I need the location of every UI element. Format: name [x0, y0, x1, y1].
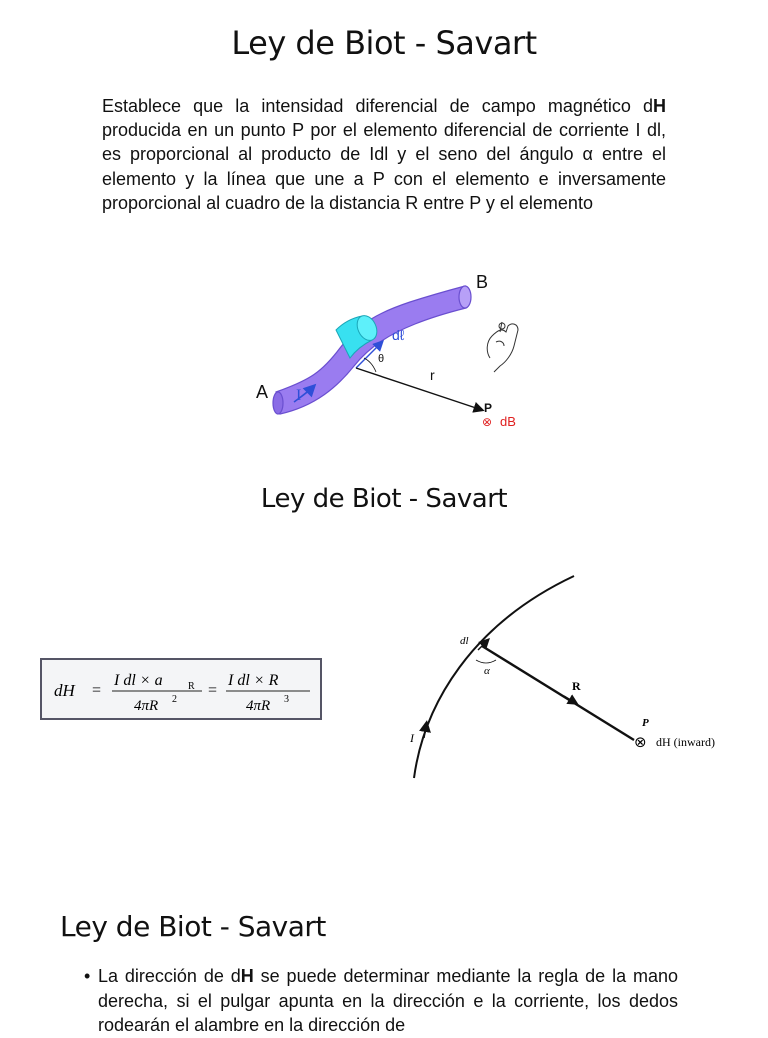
bullet-text-end: se puede determinar mediante la regla de la mano derecha, si el pulgar apunta en la dirección e la corriente, los dedos rodearán el alambre en la dirección de [98, 966, 679, 1035]
cross-symbol-2: ⊗ [634, 734, 647, 751]
formula-lhs: dH [54, 681, 75, 700]
R-line [482, 646, 634, 740]
label-P-2: P [642, 717, 649, 729]
current-element-diagram [398, 574, 748, 786]
formula-num1-sub: R [188, 681, 195, 692]
label-R: R [572, 679, 581, 693]
wire-current-diagram [250, 262, 540, 440]
formula-svg [42, 660, 320, 718]
slide-2 [0, 470, 768, 900]
wire-end-b [459, 286, 471, 308]
bullet-item [84, 964, 678, 1038]
formula-num1: I dl × a [114, 672, 163, 689]
slide-3 [0, 900, 768, 1035]
formula-den2: 4πR [246, 698, 271, 714]
equals-2: = [208, 682, 218, 699]
slide-3-title: Ley de Biot - Savart [60, 910, 326, 943]
paragraph-bold-h: H [653, 96, 666, 116]
label-alpha: α [484, 665, 490, 677]
formula-num2: I dl × R [228, 672, 279, 689]
formula-den2-sup: 3 [284, 694, 289, 705]
paragraph-text-end: producida en un punto P por el elemento diferencial de corriente I dl, es proporcional al producto de Idl y el seno del ángulo α entre el elemento y la línea que une a P con el elemento e inversamente proporcional al cuadro de la distancia R entre P y el elemento [102, 120, 666, 213]
slide-2-title: Ley de Biot - Savart [260, 484, 508, 514]
theta-arc [364, 358, 376, 372]
cross-symbol: ⊗ [482, 415, 493, 429]
paragraph-text-start: Establece que la intensidad diferencial de campo magnético d [102, 96, 653, 116]
label-dH: dH (inward) [656, 735, 715, 749]
r-vector [356, 368, 482, 410]
alpha-arc [476, 660, 496, 663]
formula-den1-sup: 2 [172, 694, 177, 705]
formula-den1: 4πR [134, 698, 159, 714]
right-hand-icon [487, 322, 518, 372]
equals-1: = [92, 682, 102, 699]
label-dB: dB [500, 414, 516, 429]
slide-1 [0, 0, 768, 470]
biot-savart-formula [40, 658, 322, 720]
label-r: r [430, 367, 435, 383]
label-P: P [484, 401, 493, 415]
label-theta: θ [378, 353, 385, 365]
current-arrow-2 [424, 726, 426, 738]
slide-1-paragraph [102, 94, 666, 215]
current-wire [414, 576, 574, 778]
wire-end-a [273, 392, 283, 414]
label-B: B [476, 272, 489, 292]
label-dl-2: dl [460, 635, 469, 647]
slide-1-title: Ley de Biot - Savart [231, 24, 537, 62]
bullet-text-start: La dirección de d [98, 966, 241, 986]
label-I: I [296, 387, 302, 404]
label-dl: dℓ [392, 327, 405, 343]
bullet-list [84, 964, 678, 1038]
bullet-bold-h: H [240, 966, 254, 986]
label-I-2: I [410, 731, 414, 745]
label-A: A [256, 382, 269, 402]
